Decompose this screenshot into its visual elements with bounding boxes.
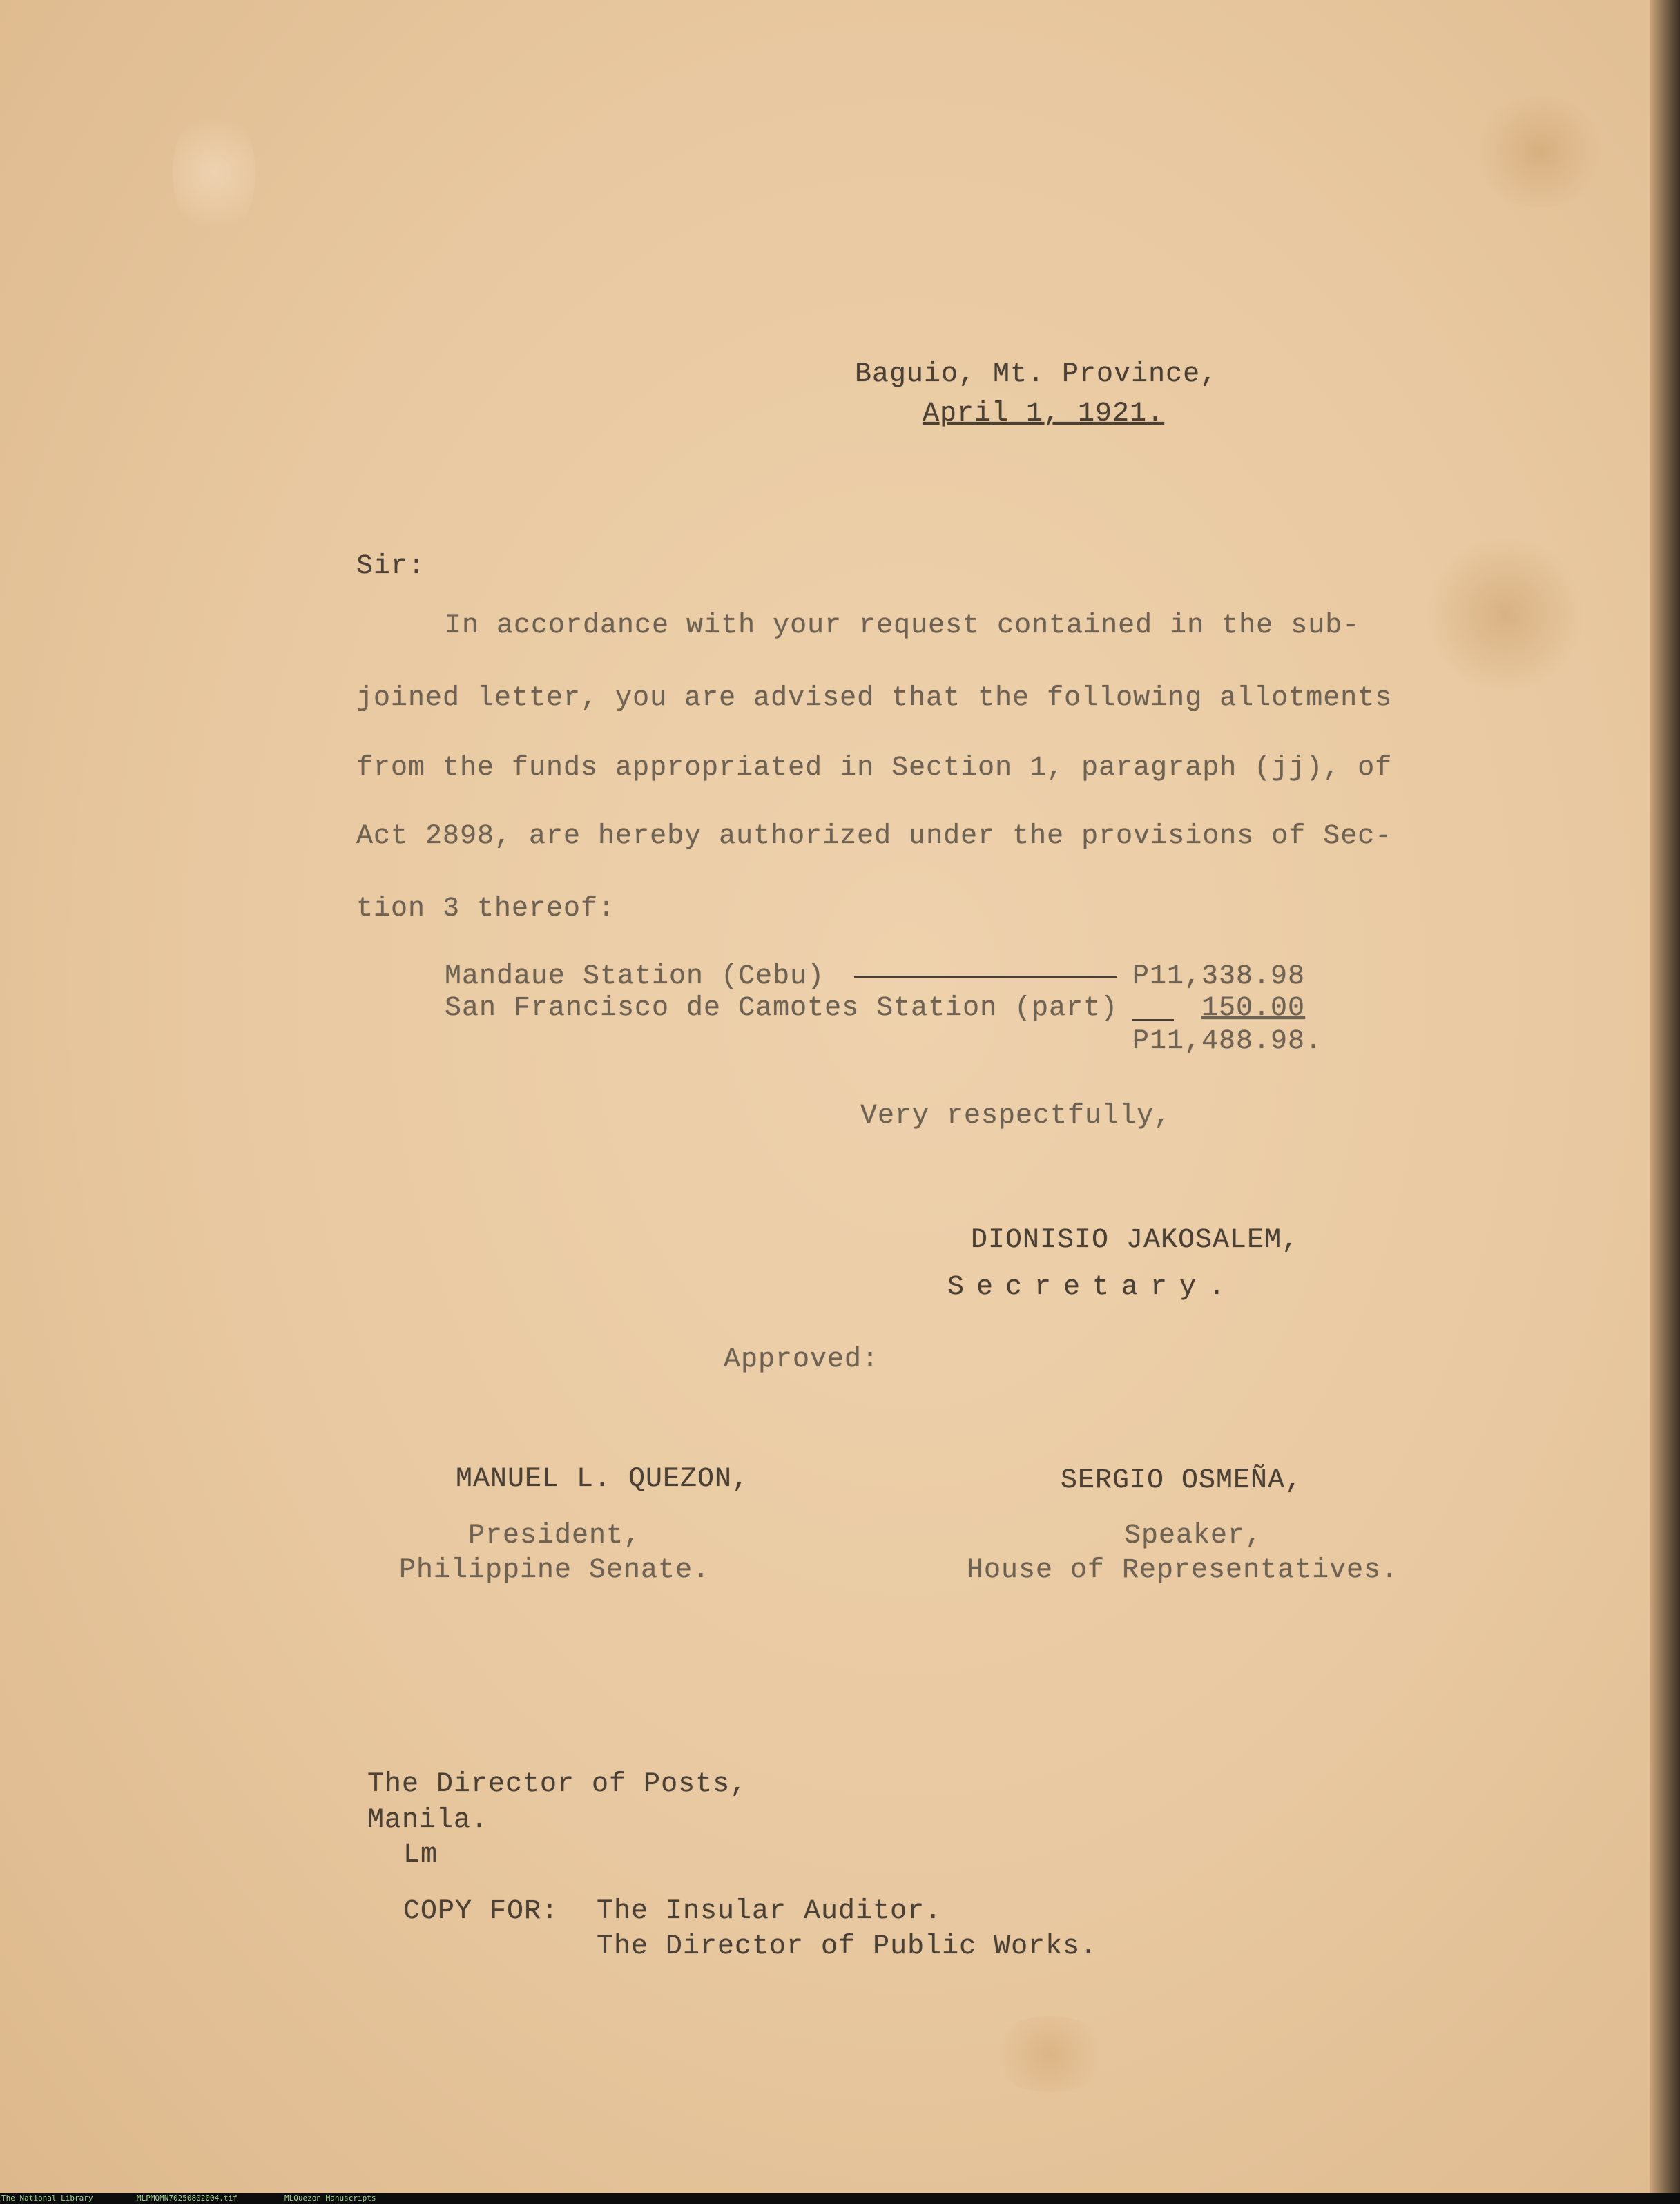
allotment-amount-2: 150.00 (1201, 993, 1306, 1024)
stain-upper-right (1422, 539, 1588, 690)
allotment-station-1: Mandaue Station (Cebu) (445, 961, 825, 992)
approver-1-name: MANUEL L. QUEZON, (456, 1464, 750, 1495)
approver-1-title: President, (468, 1520, 641, 1552)
salutation: Sir: (356, 551, 426, 582)
stain-top-right (1471, 97, 1609, 207)
addressee-line-2: Manila. (367, 1805, 489, 1836)
copy-recipient-2: The Director of Public Works. (597, 1931, 1098, 1962)
signatory-title: Secretary. (947, 1272, 1238, 1303)
body-line-5: tion 3 thereof: (356, 893, 616, 925)
stain-left-top (173, 104, 255, 242)
body-line-3: from the funds appropriated in Section 1, paragraph (jj), of (356, 753, 1393, 784)
archive-footer (0, 2193, 1680, 2204)
allotment-station-2: San Francisco de Camotes Station (part) (445, 993, 1119, 1024)
paper-right-edge (1650, 0, 1680, 2193)
body-line-4: Act 2898, are hereby authorized under the provisions of Sec- (356, 821, 1393, 852)
body-line-2: joined letter, you are advised that the following allotments (356, 683, 1393, 714)
allotment-total: P11,488.98. (1132, 1026, 1323, 1057)
letter-place: Baguio, Mt. Province, (855, 359, 1218, 390)
approver-2-title: Speaker, (1124, 1520, 1263, 1552)
leader-line (854, 976, 1117, 978)
copy-for-label: COPY FOR: (403, 1896, 559, 1927)
addressee-line-1: The Director of Posts, (367, 1769, 748, 1800)
footer-file: MLPMQMN70250802004.tif (137, 2194, 238, 2203)
approver-2-name: SERGIO OSMEÑA, (1061, 1465, 1303, 1496)
approver-1-body: Philippine Senate. (399, 1555, 711, 1586)
allotment-amount-1: P11,338.98 (1132, 961, 1306, 992)
footer-library: The National Library (1, 2194, 93, 2203)
copy-recipient-1: The Insular Auditor. (597, 1896, 943, 1927)
body-line-1: In accordance with your request contained in the sub- (445, 610, 1360, 641)
stain-bottom (987, 2016, 1112, 2092)
leader-line-short (1132, 1019, 1174, 1021)
approved-label: Approved: (724, 1344, 880, 1375)
approver-2-body: House of Representatives. (967, 1555, 1399, 1586)
letter-date: April 1, 1921. (923, 398, 1165, 429)
footer-collection: MLQuezon Manuscripts (284, 2194, 376, 2203)
closing: Very respectfully, (860, 1101, 1172, 1132)
typist-initials: Lm (403, 1839, 438, 1870)
signatory-name: DIONISIO JAKOSALEM, (971, 1225, 1300, 1256)
